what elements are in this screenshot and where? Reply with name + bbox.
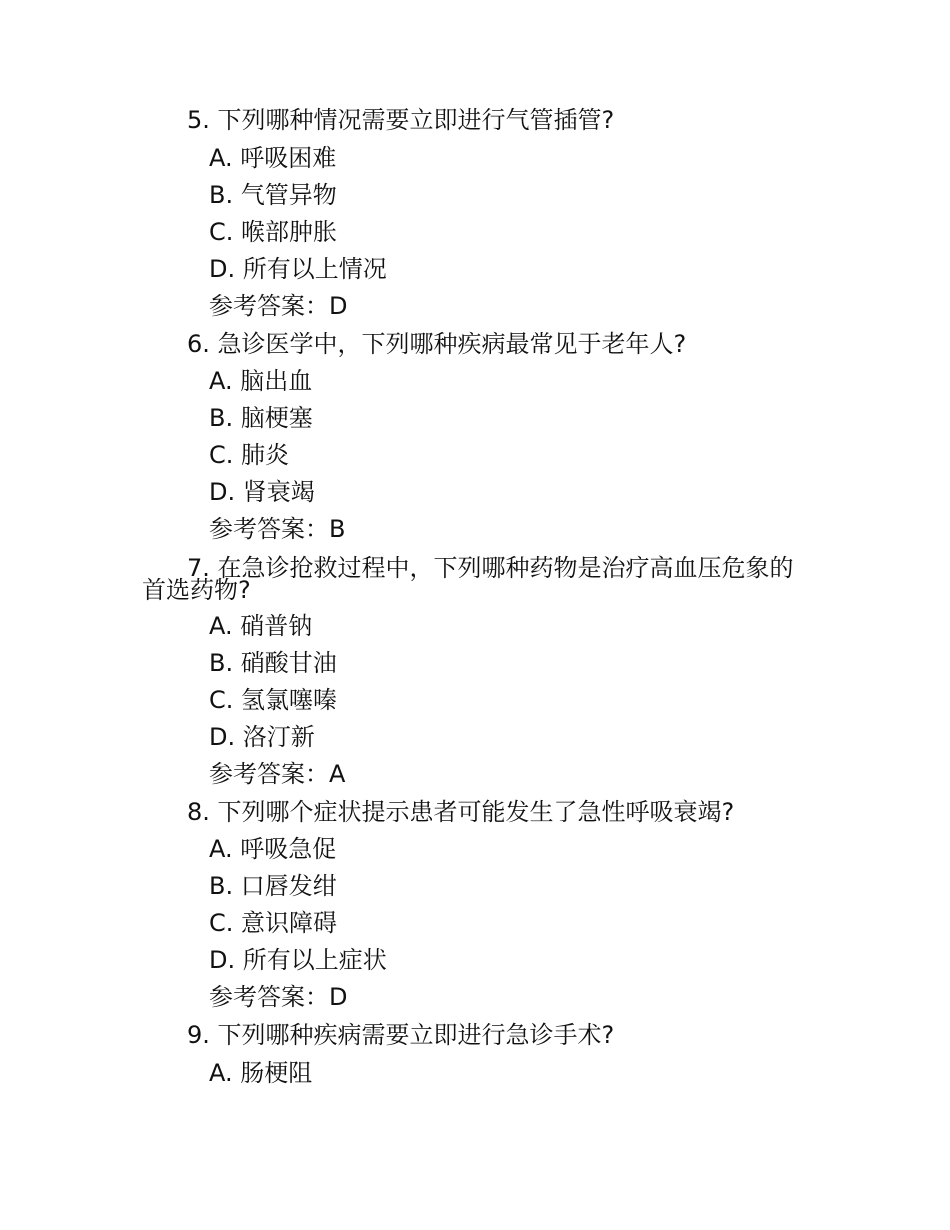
question-8-answer: 参考答案：D: [209, 983, 348, 1011]
question-5-option-d: D. 所有以上情况: [209, 255, 387, 283]
question-8-option-d: D. 所有以上症状: [209, 946, 387, 974]
question-5-option-c: C. 喉部肿胀: [209, 218, 338, 246]
question-6-option-a: A. 脑出血: [209, 367, 313, 395]
question-8-option-c: C. 意识障碍: [209, 909, 338, 937]
question-7-line-2: 首选药物?: [142, 576, 251, 604]
question-7-line-1: 7. 在急诊抢救过程中，下列哪种药物是治疗高血压危象的: [187, 554, 794, 582]
question-8-option-a: A. 呼吸急促: [209, 835, 337, 863]
question-7-option-c: C. 氢氯噻嗪: [209, 686, 338, 714]
question-5: 5. 下列哪种情况需要立即进行气管插管?: [187, 106, 615, 134]
question-6-option-b: B. 脑梗塞: [209, 404, 313, 432]
question-5-option-a: A. 呼吸困难: [209, 144, 337, 172]
question-6-answer: 参考答案：B: [209, 515, 346, 543]
question-7-option-d: D. 洛汀新: [209, 723, 315, 751]
question-7-option-b: B. 硝酸甘油: [209, 649, 337, 677]
question-7-option-a: A. 硝普钠: [209, 612, 313, 640]
question-6: 6. 急诊医学中，下列哪种疾病最常见于老年人?: [187, 330, 687, 358]
question-8: 8. 下列哪个症状提示患者可能发生了急性呼吸衰竭?: [187, 798, 735, 826]
question-5-answer: 参考答案：D: [209, 292, 348, 320]
question-9-option-a: A. 肠梗阻: [209, 1059, 313, 1087]
question-6-option-d: D. 肾衰竭: [209, 478, 315, 506]
question-7-answer: 参考答案：A: [209, 760, 346, 788]
question-8-option-b: B. 口唇发绀: [209, 872, 337, 900]
question-5-option-b: B. 气管异物: [209, 181, 337, 209]
question-6-option-c: C. 肺炎: [209, 441, 290, 469]
question-9: 9. 下列哪种疾病需要立即进行急诊手术?: [187, 1021, 615, 1049]
